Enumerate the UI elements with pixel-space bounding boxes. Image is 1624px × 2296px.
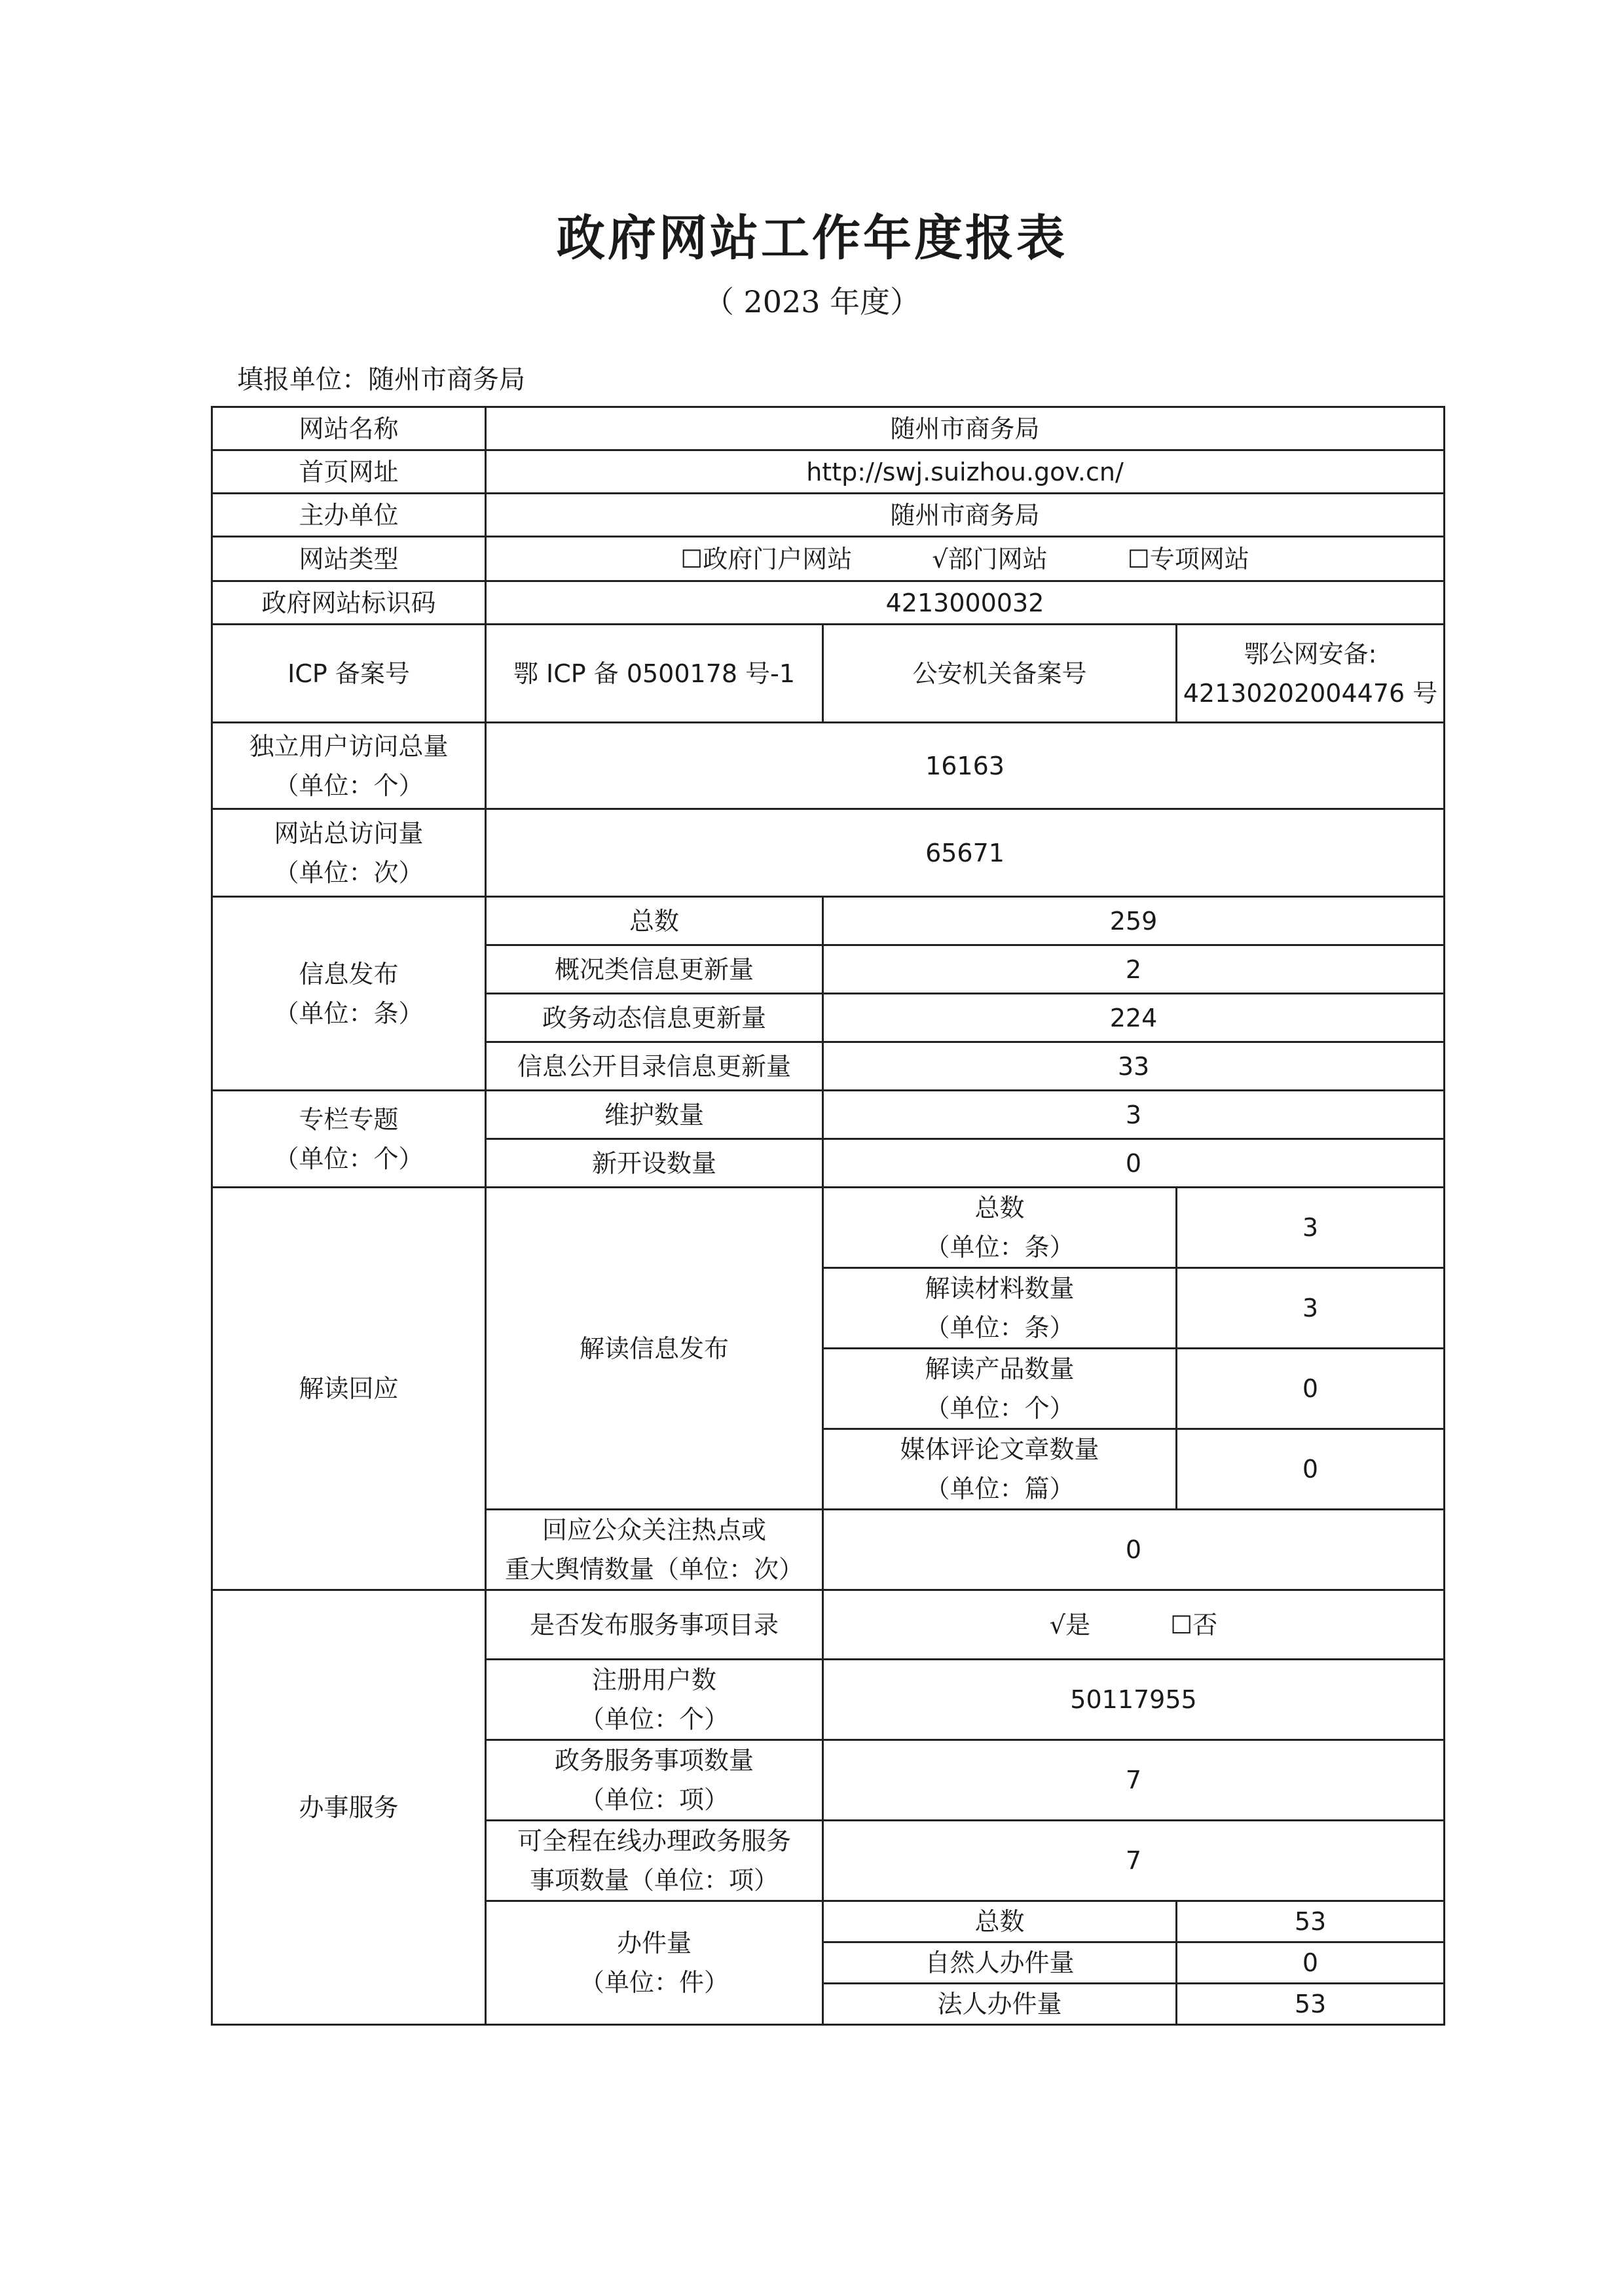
icp-value: 鄂 ICP 备 0500178 号-1 — [486, 625, 823, 723]
interpret-row-value: 3 — [1177, 1268, 1445, 1349]
columns-label — [212, 1091, 486, 1188]
filler-unit: 填报单位：随州市商务局 — [237, 365, 525, 395]
columns-unit: （单位：个） — [274, 1144, 424, 1173]
info-row-label: 政务动态信息更新量 — [486, 994, 823, 1042]
interpret-row-label-text: 解读材料数量 — [925, 1274, 1075, 1303]
url-label: 首页网址 — [212, 450, 486, 494]
type-option-label: 部门网站 — [948, 544, 1048, 574]
info-row-value: 2 — [823, 945, 1445, 994]
row-unique-visitors — [212, 723, 1445, 809]
items-label — [486, 1740, 823, 1821]
row-site-code — [212, 581, 1445, 625]
pv-value: 65671 — [486, 809, 1445, 897]
service-label: 办事服务 — [212, 1590, 486, 2025]
row-page-views — [212, 809, 1445, 897]
row-url — [212, 450, 1445, 494]
columns-row-label: 新开设数量 — [486, 1139, 823, 1188]
catalog-options — [823, 1590, 1445, 1660]
police-value — [1177, 625, 1445, 723]
users-value: 50117955 — [823, 1660, 1445, 1740]
users-unit: （单位：个） — [579, 1705, 729, 1734]
cases-row-label: 自然人办件量 — [823, 1942, 1177, 1984]
pv-unit: （单位：次） — [274, 858, 424, 887]
type-option-portal — [680, 539, 852, 579]
checkbox-empty-icon: ☐ — [1127, 544, 1150, 574]
interpret-row-value: 3 — [1177, 1188, 1445, 1268]
type-option-label: 专项网站 — [1149, 544, 1249, 574]
catalog-no-label: 否 — [1192, 1610, 1218, 1639]
online-label — [486, 1821, 823, 1901]
cases-row-value: 0 — [1177, 1942, 1445, 1984]
response-label-line1: 回应公众关注热点或 — [542, 1516, 766, 1544]
row-info-total — [212, 897, 1445, 945]
interpret-row-label-text: 媒体评论文章数量 — [900, 1435, 1099, 1464]
catalog-option-no — [1170, 1605, 1217, 1645]
online-value: 7 — [823, 1821, 1445, 1901]
pv-label-text: 网站总访问量 — [274, 818, 424, 848]
site-name-value: 随州市商务局 — [486, 407, 1445, 450]
items-label-text: 政务服务事项数量 — [554, 1746, 754, 1775]
info-publish-unit: （单位：条） — [274, 998, 424, 1028]
row-interpret-total — [212, 1188, 1445, 1268]
site-name-label: 网站名称 — [212, 407, 486, 450]
columns-row-label: 维护数量 — [486, 1091, 823, 1139]
columns-row-value: 3 — [823, 1091, 1445, 1139]
response-label — [486, 1510, 823, 1590]
info-publish-label-text: 信息发布 — [299, 959, 399, 989]
users-label — [486, 1660, 823, 1740]
info-row-label: 信息公开目录信息更新量 — [486, 1042, 823, 1091]
cases-label-text: 办件量 — [616, 1929, 692, 1958]
row-icp — [212, 625, 1445, 723]
info-row-label: 总数 — [486, 897, 823, 945]
site-type-label: 网站类型 — [212, 537, 486, 581]
check-mark-icon: √ — [932, 544, 948, 574]
cases-label — [486, 1901, 823, 2025]
interpret-row-unit: （单位：篇） — [925, 1474, 1075, 1503]
interpret-row-label — [823, 1268, 1177, 1349]
interpret-row-label-text: 总数 — [974, 1194, 1025, 1222]
cases-unit: （单位：件） — [579, 1968, 729, 1997]
interpret-row-label-text: 解读产品数量 — [925, 1355, 1075, 1383]
police-label: 公安机关备案号 — [823, 625, 1177, 723]
host-value: 随州市商务局 — [486, 494, 1445, 537]
response-value: 0 — [823, 1510, 1445, 1590]
uv-value: 16163 — [486, 723, 1445, 809]
police-value-line1: 鄂公网安备: — [1244, 639, 1377, 668]
url-value[interactable]: http://swj.suizhou.gov.cn/ — [486, 450, 1445, 494]
interpret-row-value: 0 — [1177, 1349, 1445, 1429]
host-label: 主办单位 — [212, 494, 486, 537]
type-option-label: 政府门户网站 — [703, 544, 853, 574]
interpret-row-label — [823, 1429, 1177, 1510]
users-label-text: 注册用户数 — [591, 1666, 716, 1694]
icp-label: ICP 备案号 — [212, 625, 486, 723]
interpret-row-value: 0 — [1177, 1429, 1445, 1510]
interpret-sub-label: 解读信息发布 — [486, 1188, 823, 1510]
cases-row-label: 总数 — [823, 1901, 1177, 1942]
uv-unit: （单位：个） — [274, 771, 424, 800]
row-service-catalog — [212, 1590, 1445, 1660]
pv-label — [212, 809, 486, 897]
row-site-type — [212, 537, 1445, 581]
cases-row-value: 53 — [1177, 1984, 1445, 2025]
row-site-name — [212, 407, 1445, 450]
site-code-label: 政府网站标识码 — [212, 581, 486, 625]
catalog-label: 是否发布服务事项目录 — [486, 1590, 823, 1660]
police-value-line2: 42130202004476 号 — [1183, 678, 1438, 708]
type-option-department — [932, 539, 1047, 579]
online-label-line2: 事项数量（单位：项） — [529, 1866, 779, 1895]
report-year: （ 2023 年度） — [703, 284, 921, 319]
site-type-options — [486, 537, 1445, 581]
items-unit: （单位：项） — [579, 1785, 729, 1814]
uv-label-text: 独立用户访问总量 — [249, 731, 449, 761]
info-row-label: 概况类信息更新量 — [486, 945, 823, 994]
columns-row-value: 0 — [823, 1139, 1445, 1188]
row-columns-maintained — [212, 1091, 1445, 1139]
response-label-line2: 重大舆情数量（单位：次） — [504, 1555, 803, 1584]
interpret-row-unit: （单位：条） — [925, 1233, 1075, 1262]
catalog-option-yes — [1050, 1605, 1090, 1645]
check-mark-icon: √ — [1049, 1610, 1066, 1639]
interpret-row-unit: （单位：个） — [925, 1394, 1075, 1423]
catalog-yes-label: 是 — [1065, 1610, 1091, 1639]
cases-row-value: 53 — [1177, 1901, 1445, 1942]
interpret-row-label — [823, 1188, 1177, 1268]
interpret-row-unit: （单位：条） — [925, 1313, 1075, 1342]
type-option-special — [1128, 539, 1249, 579]
checkbox-empty-icon: ☐ — [1170, 1610, 1193, 1639]
row-host — [212, 494, 1445, 537]
columns-label-text: 专栏专题 — [299, 1104, 399, 1134]
info-row-value: 33 — [823, 1042, 1445, 1091]
report-table — [211, 406, 1445, 2026]
cases-row-label: 法人办件量 — [823, 1984, 1177, 2025]
interpret-row-label — [823, 1349, 1177, 1429]
checkbox-empty-icon: ☐ — [680, 544, 703, 574]
uv-label — [212, 723, 486, 809]
interpret-label: 解读回应 — [212, 1188, 486, 1590]
site-code-value: 4213000032 — [486, 581, 1445, 625]
items-value: 7 — [823, 1740, 1445, 1821]
online-label-line1: 可全程在线办理政务服务 — [517, 1827, 791, 1855]
info-row-value: 224 — [823, 994, 1445, 1042]
info-publish-label — [212, 897, 486, 1091]
info-row-value: 259 — [823, 897, 1445, 945]
report-title: 政府网站工作年度报表 — [557, 210, 1067, 266]
